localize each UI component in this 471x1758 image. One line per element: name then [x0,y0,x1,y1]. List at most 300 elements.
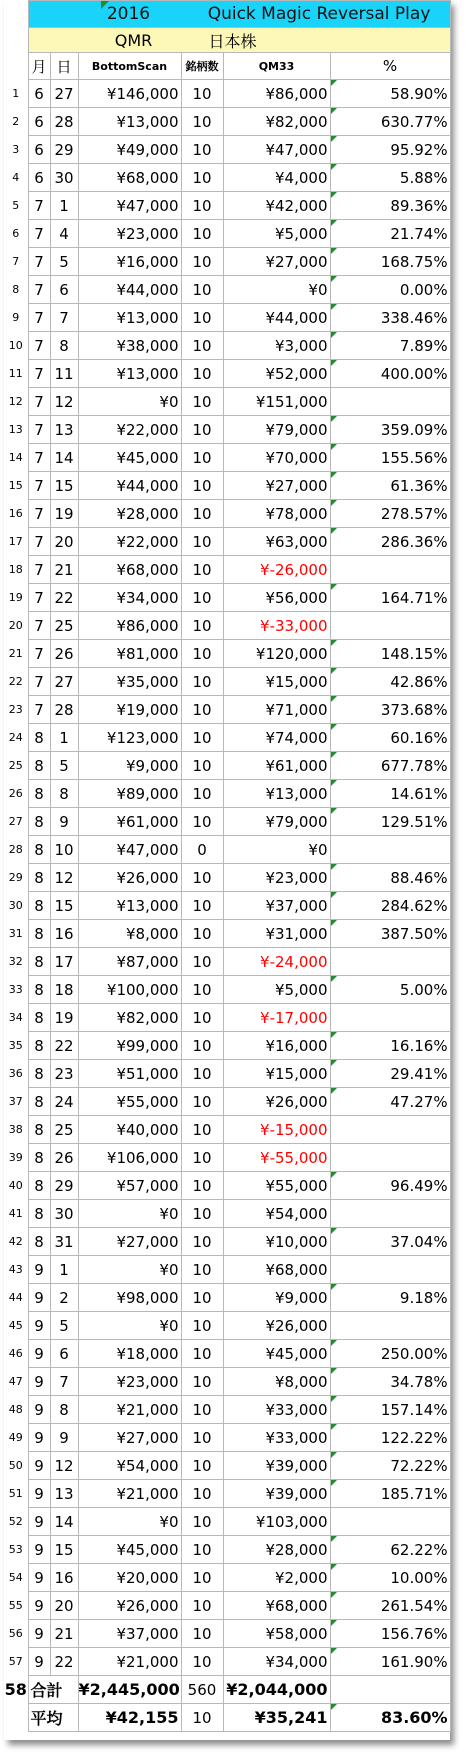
total-bottomscan[interactable]: ¥2,445,000 [78,1676,181,1704]
qm33-cell[interactable]: ¥23,000 [223,864,330,892]
bottomscan-cell[interactable]: ¥55,000 [78,1088,181,1116]
month-cell[interactable]: 8 [28,1200,50,1228]
bottomscan-cell[interactable]: ¥26,000 [78,864,181,892]
qm33-cell[interactable]: ¥-17,000 [223,1004,330,1032]
count-cell[interactable]: 10 [181,1536,223,1564]
bottomscan-cell[interactable]: ¥47,000 [78,192,181,220]
count-cell[interactable]: 10 [181,948,223,976]
percent-cell[interactable]: 677.78% [330,752,450,780]
month-cell[interactable]: 8 [28,836,50,864]
percent-cell[interactable] [330,1116,450,1144]
count-cell[interactable]: 10 [181,556,223,584]
day-cell[interactable]: 22 [50,1032,78,1060]
bottomscan-cell[interactable]: ¥54,000 [78,1452,181,1480]
qm33-cell[interactable]: ¥63,000 [223,528,330,556]
bottomscan-cell[interactable]: ¥37,000 [78,1620,181,1648]
qm33-cell[interactable]: ¥79,000 [223,808,330,836]
percent-cell[interactable]: 34.78% [330,1368,450,1396]
percent-cell[interactable]: 261.54% [330,1592,450,1620]
count-cell[interactable]: 10 [181,416,223,444]
percent-cell[interactable]: 60.16% [330,724,450,752]
day-cell[interactable]: 20 [50,528,78,556]
count-cell[interactable]: 10 [181,1256,223,1284]
bottomscan-cell[interactable]: ¥44,000 [78,472,181,500]
percent-cell[interactable]: 168.75% [330,248,450,276]
percent-cell[interactable]: 155.56% [330,444,450,472]
month-cell[interactable]: 7 [28,640,50,668]
bottomscan-cell[interactable]: ¥82,000 [78,1004,181,1032]
average-qm33[interactable]: ¥35,241 [223,1704,330,1732]
month-cell[interactable]: 7 [28,332,50,360]
qm33-cell[interactable]: ¥31,000 [223,920,330,948]
month-cell[interactable]: 8 [28,920,50,948]
day-cell[interactable]: 15 [50,472,78,500]
month-cell[interactable]: 9 [28,1620,50,1648]
month-cell[interactable]: 8 [28,1088,50,1116]
day-cell[interactable]: 27 [50,80,78,108]
day-cell[interactable]: 13 [50,416,78,444]
bottomscan-cell[interactable]: ¥0 [78,1312,181,1340]
bottomscan-cell[interactable]: ¥21,000 [78,1480,181,1508]
day-cell[interactable]: 19 [50,500,78,528]
bottomscan-cell[interactable]: ¥23,000 [78,1368,181,1396]
count-cell[interactable]: 10 [181,1340,223,1368]
month-cell[interactable]: 9 [28,1396,50,1424]
average-percent[interactable]: 83.60% [330,1704,450,1732]
qm33-cell[interactable]: ¥10,000 [223,1228,330,1256]
count-cell[interactable]: 10 [181,1396,223,1424]
qm33-cell[interactable]: ¥42,000 [223,192,330,220]
count-cell[interactable]: 10 [181,164,223,192]
day-cell[interactable]: 19 [50,1004,78,1032]
day-cell[interactable]: 21 [50,556,78,584]
qm33-cell[interactable]: ¥-24,000 [223,948,330,976]
count-cell[interactable]: 10 [181,136,223,164]
percent-cell[interactable]: 62.22% [330,1536,450,1564]
bottomscan-cell[interactable]: ¥99,000 [78,1032,181,1060]
qm33-cell[interactable]: ¥58,000 [223,1620,330,1648]
month-cell[interactable]: 9 [28,1452,50,1480]
day-cell[interactable]: 15 [50,1536,78,1564]
count-cell[interactable]: 10 [181,1452,223,1480]
header-percent[interactable]: % [330,53,450,80]
count-cell[interactable]: 10 [181,1032,223,1060]
bottomscan-cell[interactable]: ¥18,000 [78,1340,181,1368]
percent-cell[interactable]: 95.92% [330,136,450,164]
header-count[interactable]: 銘柄数 [181,53,223,80]
month-cell[interactable]: 8 [28,864,50,892]
qm33-cell[interactable]: ¥15,000 [223,668,330,696]
qm33-cell[interactable]: ¥26,000 [223,1312,330,1340]
month-cell[interactable]: 9 [28,1424,50,1452]
count-cell[interactable]: 10 [181,892,223,920]
count-cell[interactable]: 10 [181,276,223,304]
bottomscan-cell[interactable]: ¥86,000 [78,612,181,640]
qm33-cell[interactable]: ¥47,000 [223,136,330,164]
bottomscan-cell[interactable]: ¥23,000 [78,220,181,248]
percent-cell[interactable]: 7.89% [330,332,450,360]
day-cell[interactable]: 1 [50,192,78,220]
month-cell[interactable]: 8 [28,780,50,808]
bottomscan-cell[interactable]: ¥68,000 [78,164,181,192]
count-cell[interactable]: 10 [181,1060,223,1088]
day-cell[interactable]: 5 [50,248,78,276]
month-cell[interactable]: 6 [28,108,50,136]
qm33-cell[interactable]: ¥56,000 [223,584,330,612]
bottomscan-cell[interactable]: ¥47,000 [78,836,181,864]
day-cell[interactable]: 26 [50,640,78,668]
qm33-cell[interactable]: ¥45,000 [223,1340,330,1368]
percent-cell[interactable] [330,948,450,976]
day-cell[interactable]: 2 [50,1284,78,1312]
percent-cell[interactable]: 10.00% [330,1564,450,1592]
day-cell[interactable]: 18 [50,976,78,1004]
bottomscan-cell[interactable]: ¥57,000 [78,1172,181,1200]
header-qm33[interactable]: QM33 [223,53,330,80]
percent-cell[interactable]: 96.49% [330,1172,450,1200]
subtitle-cell[interactable] [28,28,450,53]
header-day[interactable]: 日 [50,53,78,80]
qm33-cell[interactable]: ¥86,000 [223,80,330,108]
bottomscan-cell[interactable]: ¥28,000 [78,500,181,528]
count-cell[interactable]: 10 [181,1228,223,1256]
day-cell[interactable]: 9 [50,808,78,836]
day-cell[interactable]: 1 [50,1256,78,1284]
month-cell[interactable]: 7 [28,360,50,388]
average-bottomscan[interactable]: ¥42,155 [78,1704,181,1732]
bottomscan-cell[interactable]: ¥45,000 [78,444,181,472]
day-cell[interactable]: 25 [50,1116,78,1144]
day-cell[interactable]: 20 [50,1592,78,1620]
percent-cell[interactable] [330,1004,450,1032]
count-cell[interactable]: 10 [181,1592,223,1620]
bottomscan-cell[interactable]: ¥22,000 [78,528,181,556]
qm33-cell[interactable]: ¥44,000 [223,304,330,332]
day-cell[interactable]: 17 [50,948,78,976]
qm33-cell[interactable]: ¥-55,000 [223,1144,330,1172]
day-cell[interactable]: 14 [50,444,78,472]
count-cell[interactable]: 10 [181,1648,223,1676]
month-cell[interactable]: 9 [28,1312,50,1340]
header-month[interactable]: 月 [28,53,50,80]
qm33-cell[interactable]: ¥70,000 [223,444,330,472]
month-cell[interactable]: 9 [28,1536,50,1564]
day-cell[interactable]: 7 [50,304,78,332]
qm33-cell[interactable]: ¥78,000 [223,500,330,528]
month-cell[interactable]: 8 [28,1060,50,1088]
count-cell[interactable]: 10 [181,1200,223,1228]
qm33-cell[interactable]: ¥5,000 [223,220,330,248]
bottomscan-cell[interactable]: ¥89,000 [78,780,181,808]
month-cell[interactable]: 7 [28,276,50,304]
bottomscan-cell[interactable]: ¥68,000 [78,556,181,584]
bottomscan-cell[interactable]: ¥34,000 [78,584,181,612]
month-cell[interactable]: 7 [28,584,50,612]
day-cell[interactable]: 6 [50,1340,78,1368]
percent-cell[interactable]: 5.88% [330,164,450,192]
qm33-cell[interactable]: ¥55,000 [223,1172,330,1200]
day-cell[interactable]: 10 [50,836,78,864]
day-cell[interactable]: 5 [50,1312,78,1340]
day-cell[interactable]: 14 [50,1508,78,1536]
total-count[interactable]: 560 [181,1676,223,1704]
bottomscan-cell[interactable]: ¥0 [78,1200,181,1228]
count-cell[interactable]: 10 [181,108,223,136]
bottomscan-cell[interactable]: ¥87,000 [78,948,181,976]
day-cell[interactable]: 9 [50,1424,78,1452]
day-cell[interactable]: 31 [50,1228,78,1256]
percent-cell[interactable] [330,1256,450,1284]
day-cell[interactable]: 26 [50,1144,78,1172]
percent-cell[interactable]: 400.00% [330,360,450,388]
month-cell[interactable]: 7 [28,612,50,640]
percent-cell[interactable]: 129.51% [330,808,450,836]
day-cell[interactable]: 28 [50,108,78,136]
day-cell[interactable]: 22 [50,584,78,612]
percent-cell[interactable]: 250.00% [330,1340,450,1368]
count-cell[interactable]: 10 [181,976,223,1004]
day-cell[interactable]: 13 [50,1480,78,1508]
qm33-cell[interactable]: ¥33,000 [223,1396,330,1424]
qm33-cell[interactable]: ¥15,000 [223,1060,330,1088]
bottomscan-cell[interactable]: ¥51,000 [78,1060,181,1088]
count-cell[interactable]: 10 [181,1284,223,1312]
count-cell[interactable]: 10 [181,192,223,220]
percent-cell[interactable]: 37.04% [330,1228,450,1256]
month-cell[interactable]: 8 [28,752,50,780]
month-cell[interactable]: 7 [28,248,50,276]
day-cell[interactable]: 24 [50,1088,78,1116]
bottomscan-cell[interactable]: ¥123,000 [78,724,181,752]
percent-cell[interactable] [330,388,450,416]
month-cell[interactable]: 6 [28,164,50,192]
qm33-cell[interactable]: ¥27,000 [223,248,330,276]
month-cell[interactable]: 7 [28,444,50,472]
count-cell[interactable]: 10 [181,1368,223,1396]
qm33-cell[interactable]: ¥2,000 [223,1564,330,1592]
percent-cell[interactable]: 16.16% [330,1032,450,1060]
bottomscan-cell[interactable]: ¥26,000 [78,1592,181,1620]
day-cell[interactable]: 30 [50,1200,78,1228]
month-cell[interactable]: 9 [28,1480,50,1508]
total-label[interactable]: 合計 [28,1676,78,1704]
month-cell[interactable]: 7 [28,192,50,220]
percent-cell[interactable]: 338.46% [330,304,450,332]
count-cell[interactable]: 10 [181,500,223,528]
qm33-cell[interactable]: ¥-26,000 [223,556,330,584]
bottomscan-cell[interactable]: ¥13,000 [78,304,181,332]
qm33-cell[interactable]: ¥4,000 [223,164,330,192]
percent-cell[interactable]: 284.62% [330,892,450,920]
month-cell[interactable]: 7 [28,416,50,444]
count-cell[interactable]: 10 [181,584,223,612]
qm33-cell[interactable]: ¥5,000 [223,976,330,1004]
day-cell[interactable]: 16 [50,920,78,948]
qm33-cell[interactable]: ¥120,000 [223,640,330,668]
month-cell[interactable]: 8 [28,1116,50,1144]
month-cell[interactable]: 9 [28,1592,50,1620]
qm33-cell[interactable]: ¥34,000 [223,1648,330,1676]
total-percent[interactable] [330,1676,450,1704]
bottomscan-cell[interactable]: ¥38,000 [78,332,181,360]
percent-cell[interactable]: 164.71% [330,584,450,612]
count-cell[interactable]: 10 [181,444,223,472]
qm33-cell[interactable]: ¥68,000 [223,1256,330,1284]
count-cell[interactable]: 0 [181,836,223,864]
percent-cell[interactable]: 373.68% [330,696,450,724]
count-cell[interactable]: 10 [181,668,223,696]
count-cell[interactable]: 10 [181,1620,223,1648]
count-cell[interactable]: 10 [181,80,223,108]
month-cell[interactable]: 7 [28,500,50,528]
bottomscan-cell[interactable]: ¥44,000 [78,276,181,304]
percent-cell[interactable]: 89.36% [330,192,450,220]
qm33-cell[interactable]: ¥3,000 [223,332,330,360]
day-cell[interactable]: 8 [50,780,78,808]
percent-cell[interactable]: 61.36% [330,472,450,500]
qm33-cell[interactable]: ¥39,000 [223,1480,330,1508]
percent-cell[interactable]: 156.76% [330,1620,450,1648]
bottomscan-cell[interactable]: ¥45,000 [78,1536,181,1564]
percent-cell[interactable]: 9.18% [330,1284,450,1312]
bottomscan-cell[interactable]: ¥16,000 [78,248,181,276]
bottomscan-cell[interactable]: ¥21,000 [78,1648,181,1676]
qm33-cell[interactable]: ¥68,000 [223,1592,330,1620]
qm33-cell[interactable]: ¥37,000 [223,892,330,920]
qm33-cell[interactable]: ¥26,000 [223,1088,330,1116]
month-cell[interactable]: 8 [28,948,50,976]
percent-cell[interactable]: 278.57% [330,500,450,528]
count-cell[interactable]: 10 [181,472,223,500]
count-cell[interactable]: 10 [181,752,223,780]
day-cell[interactable]: 1 [50,724,78,752]
qm33-cell[interactable]: ¥52,000 [223,360,330,388]
month-cell[interactable]: 8 [28,724,50,752]
title-cell[interactable] [28,1,450,28]
count-cell[interactable]: 10 [181,1144,223,1172]
day-cell[interactable]: 16 [50,1564,78,1592]
month-cell[interactable]: 7 [28,668,50,696]
total-qm33[interactable]: ¥2,044,000 [223,1676,330,1704]
month-cell[interactable]: 9 [28,1648,50,1676]
month-cell[interactable]: 8 [28,1004,50,1032]
count-cell[interactable]: 10 [181,248,223,276]
count-cell[interactable]: 10 [181,220,223,248]
day-cell[interactable]: 29 [50,136,78,164]
bottomscan-cell[interactable]: ¥13,000 [78,108,181,136]
day-cell[interactable]: 27 [50,668,78,696]
month-cell[interactable]: 8 [28,808,50,836]
bottomscan-cell[interactable]: ¥19,000 [78,696,181,724]
bottomscan-cell[interactable]: ¥49,000 [78,136,181,164]
count-cell[interactable]: 10 [181,920,223,948]
day-cell[interactable]: 8 [50,1396,78,1424]
qm33-cell[interactable]: ¥61,000 [223,752,330,780]
day-cell[interactable]: 5 [50,752,78,780]
qm33-cell[interactable]: ¥39,000 [223,1452,330,1480]
percent-cell[interactable]: 359.09% [330,416,450,444]
bottomscan-cell[interactable]: ¥20,000 [78,1564,181,1592]
month-cell[interactable]: 7 [28,220,50,248]
qm33-cell[interactable]: ¥-15,000 [223,1116,330,1144]
month-cell[interactable]: 8 [28,1144,50,1172]
qm33-cell[interactable]: ¥27,000 [223,472,330,500]
month-cell[interactable]: 8 [28,1228,50,1256]
month-cell[interactable]: 9 [28,1368,50,1396]
count-cell[interactable]: 10 [181,864,223,892]
month-cell[interactable]: 6 [28,80,50,108]
percent-cell[interactable]: 630.77% [330,108,450,136]
bottomscan-cell[interactable]: ¥27,000 [78,1424,181,1452]
count-cell[interactable]: 10 [181,388,223,416]
percent-cell[interactable] [330,1508,450,1536]
percent-cell[interactable] [330,1312,450,1340]
month-cell[interactable]: 7 [28,472,50,500]
day-cell[interactable]: 29 [50,1172,78,1200]
count-cell[interactable]: 10 [181,1564,223,1592]
qm33-cell[interactable]: ¥28,000 [223,1536,330,1564]
count-cell[interactable]: 10 [181,780,223,808]
percent-cell[interactable] [330,1144,450,1172]
percent-cell[interactable]: 0.00% [330,276,450,304]
day-cell[interactable]: 8 [50,332,78,360]
header-bottomscan[interactable]: BottomScan [78,53,181,80]
count-cell[interactable]: 10 [181,1004,223,1032]
day-cell[interactable]: 12 [50,388,78,416]
day-cell[interactable]: 21 [50,1620,78,1648]
count-cell[interactable]: 10 [181,1508,223,1536]
bottomscan-cell[interactable]: ¥81,000 [78,640,181,668]
qm33-cell[interactable]: ¥33,000 [223,1424,330,1452]
bottomscan-cell[interactable]: ¥8,000 [78,920,181,948]
qm33-cell[interactable]: ¥13,000 [223,780,330,808]
percent-cell[interactable]: 47.27% [330,1088,450,1116]
percent-cell[interactable]: 161.90% [330,1648,450,1676]
qm33-cell[interactable]: ¥16,000 [223,1032,330,1060]
count-cell[interactable]: 10 [181,1480,223,1508]
month-cell[interactable]: 9 [28,1284,50,1312]
percent-cell[interactable]: 29.41% [330,1060,450,1088]
percent-cell[interactable]: 185.71% [330,1480,450,1508]
day-cell[interactable]: 4 [50,220,78,248]
month-cell[interactable]: 8 [28,976,50,1004]
count-cell[interactable]: 10 [181,304,223,332]
percent-cell[interactable]: 148.15% [330,640,450,668]
bottomscan-cell[interactable]: ¥146,000 [78,80,181,108]
percent-cell[interactable]: 72.22% [330,1452,450,1480]
percent-cell[interactable]: 286.36% [330,528,450,556]
day-cell[interactable]: 23 [50,1060,78,1088]
qm33-cell[interactable]: ¥9,000 [223,1284,330,1312]
day-cell[interactable]: 15 [50,892,78,920]
month-cell[interactable]: 6 [28,136,50,164]
percent-cell[interactable]: 21.74% [330,220,450,248]
qm33-cell[interactable]: ¥0 [223,276,330,304]
count-cell[interactable]: 10 [181,612,223,640]
bottomscan-cell[interactable]: ¥22,000 [78,416,181,444]
day-cell[interactable]: 25 [50,612,78,640]
qm33-cell[interactable]: ¥-33,000 [223,612,330,640]
qm33-cell[interactable]: ¥79,000 [223,416,330,444]
month-cell[interactable]: 8 [28,892,50,920]
percent-cell[interactable]: 387.50% [330,920,450,948]
bottomscan-cell[interactable]: ¥98,000 [78,1284,181,1312]
month-cell[interactable]: 9 [28,1508,50,1536]
day-cell[interactable]: 6 [50,276,78,304]
count-cell[interactable]: 10 [181,1312,223,1340]
month-cell[interactable]: 7 [28,696,50,724]
qm33-cell[interactable]: ¥151,000 [223,388,330,416]
